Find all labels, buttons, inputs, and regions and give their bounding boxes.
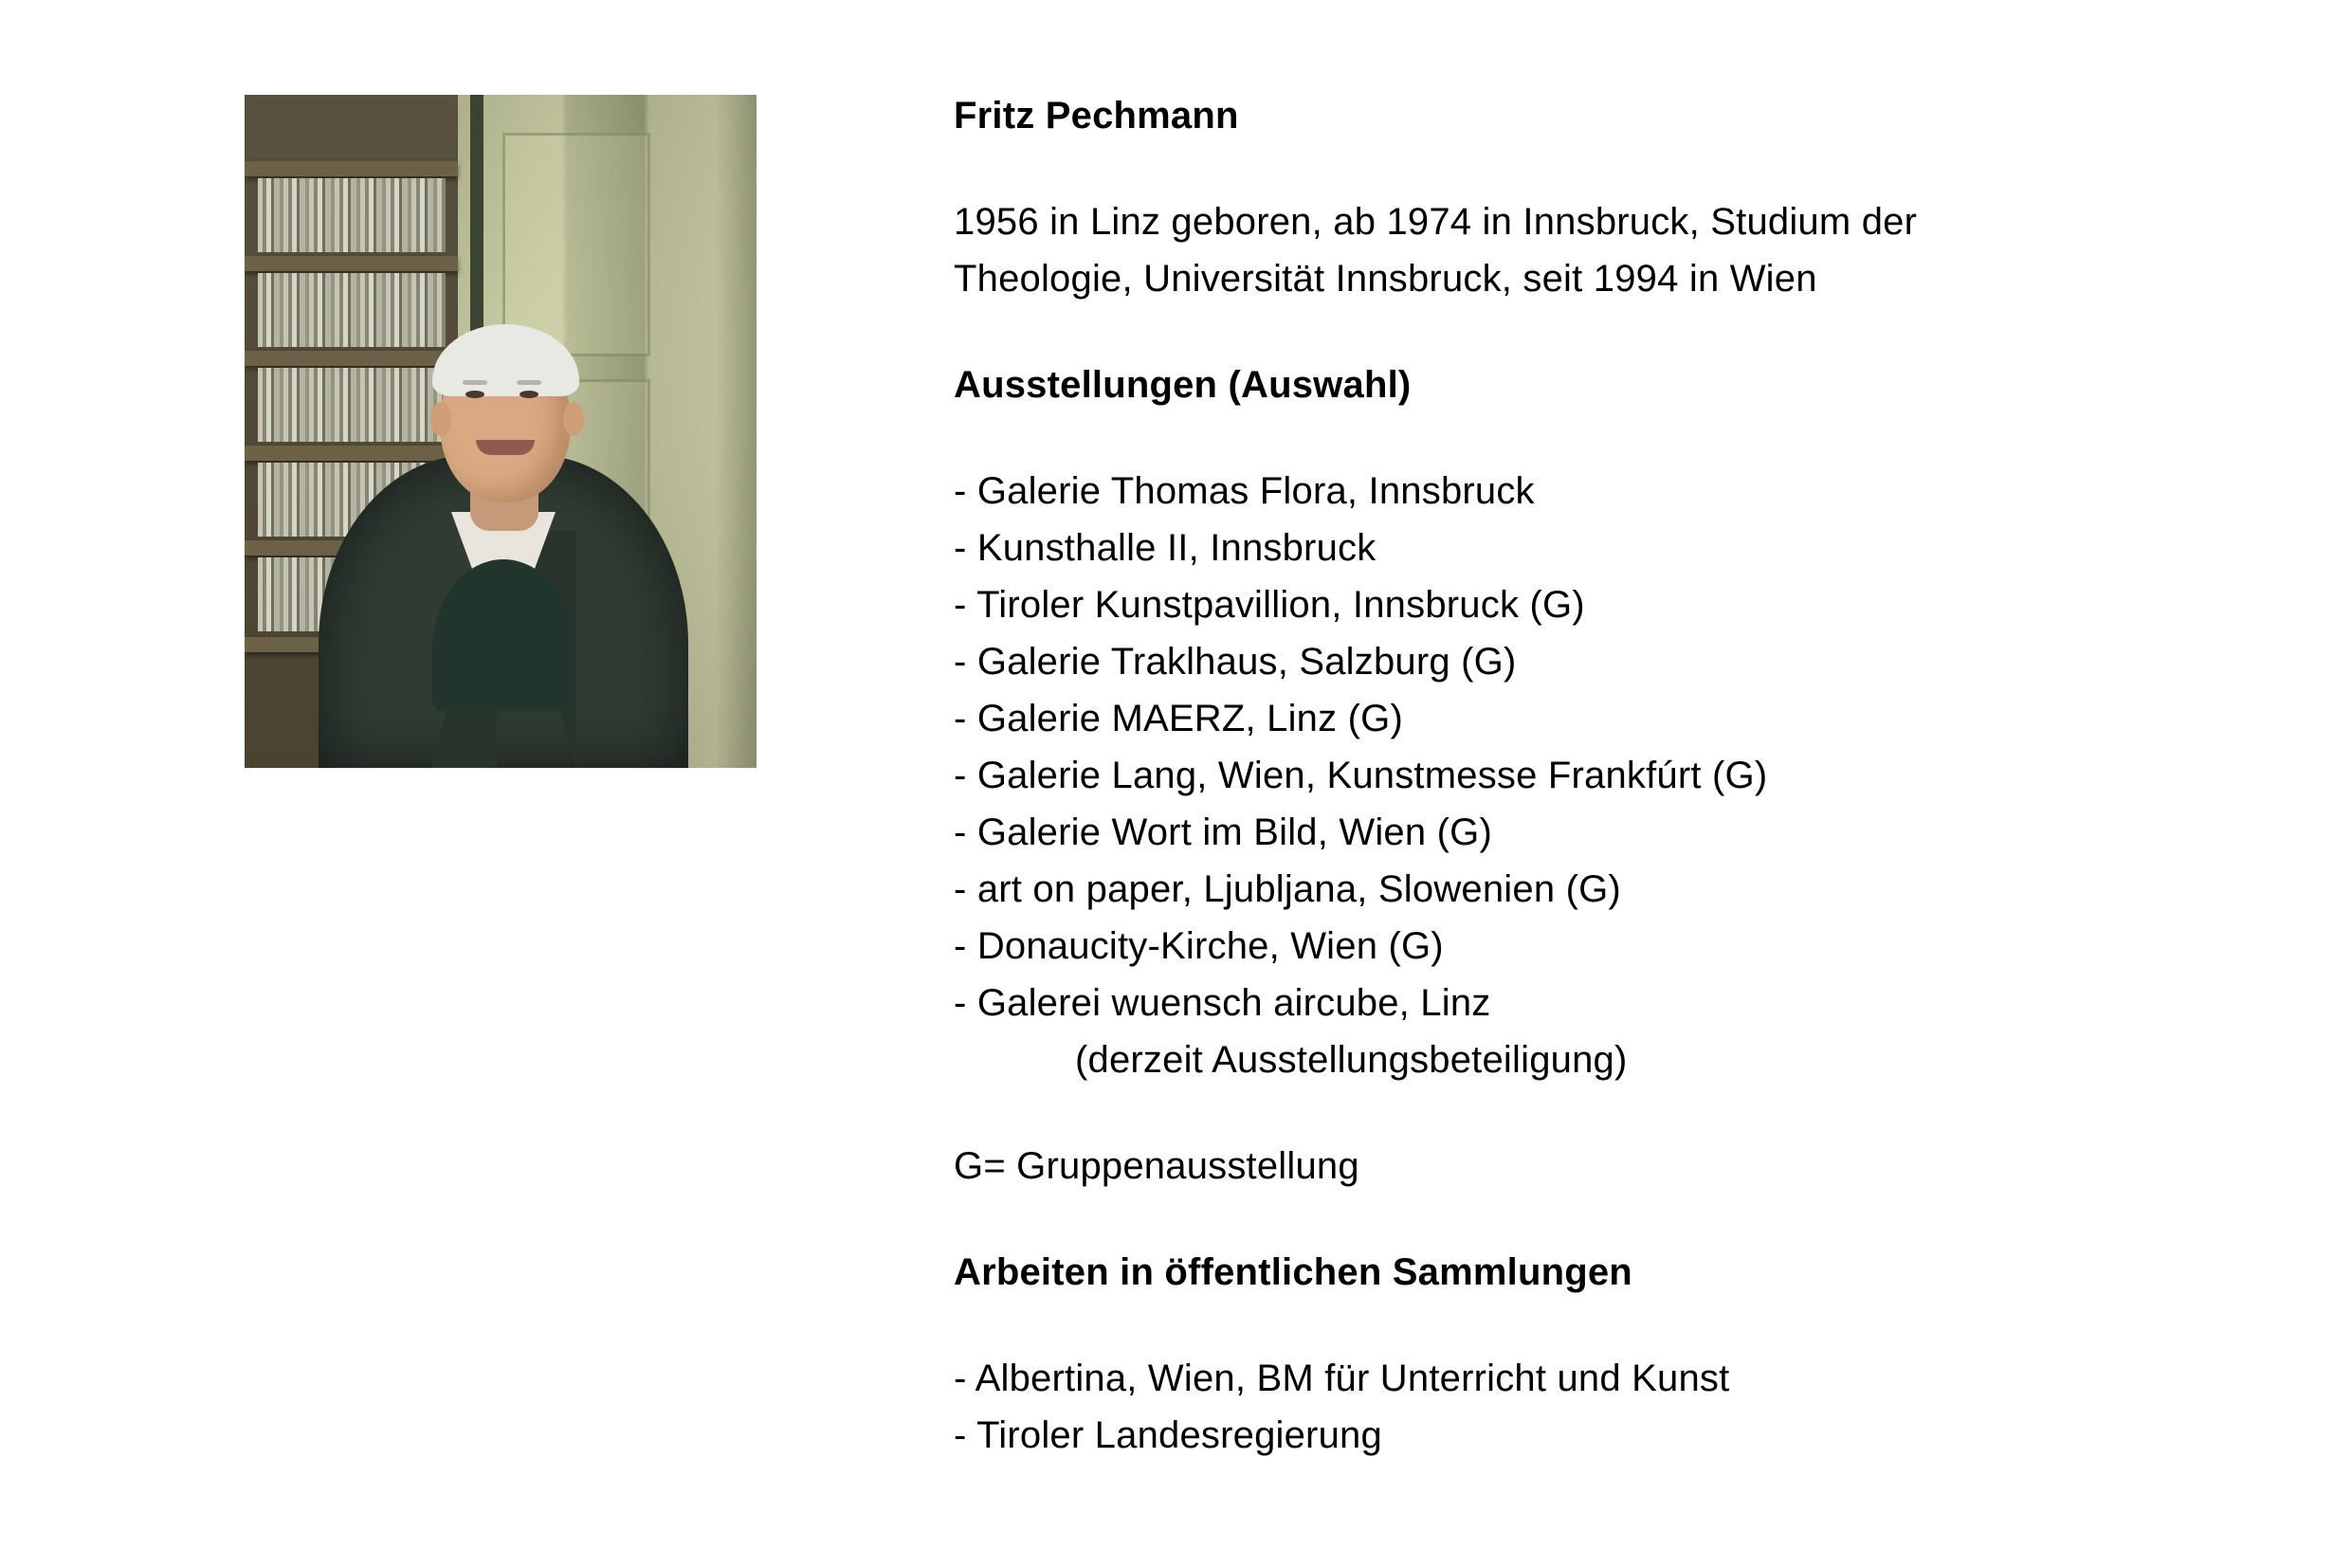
list-item: - Galerie Wort im Bild, Wien (G) [954,811,1492,853]
section-heading-collections: Arbeiten in öffentlichen Sammlungen [954,1251,1632,1293]
list-item: - Donaucity-Kirche, Wien (G) [954,925,1444,967]
text-content [954,87,2205,1464]
legend-text: G= Gruppenausstellung [954,1145,1359,1187]
list-item: - Galerie Thomas Flora, Innsbruck [954,470,1535,512]
spacer [954,307,2205,356]
spacer [954,1301,2205,1350]
spacer [954,413,2205,463]
photo-background [245,95,757,768]
list-item: - Tiroler Landesregierung [954,1414,1382,1456]
spacer [954,1194,2205,1244]
spacer [954,144,2205,193]
list-item: - Galerie Traklhaus, Salzburg (G) [954,641,1517,683]
artist-name: Fritz Pechmann [954,95,1239,137]
list-item: - Kunsthalle II, Innsbruck [954,527,1377,569]
spacer [954,1088,2205,1138]
portrait-photo [245,95,757,768]
list-item: - Albertina, Wien, BM für Unterricht und Kunst [954,1358,1730,1399]
list-item: - Tiroler Kunstpavillion, Innsbruck (G) [954,584,1585,626]
section-heading-exhibitions: Ausstellungen (Auswahl) [954,364,1412,406]
person-figure [319,237,688,768]
list-item: - Galerie Lang, Wien, Kunstmesse Frankfúrt (G) [954,755,1768,796]
list-sub-item: (derzeit Ausstellungsbeteiligung) [1075,1039,1628,1081]
list-item: - Galerei wuensch aircube, Linz [954,982,1491,1024]
list-item: - Galerie MAERZ, Linz (G) [954,698,1403,739]
list-item: - art on paper, Ljubljana, Slowenien (G) [954,868,1621,910]
biography-line-1: 1956 in Linz geboren, ab 1974 in Innsbruck, Studium der [954,201,1918,243]
biography-line-2: Theologie, Universität Innsbruck, seit 1994 in Wien [954,258,1817,300]
